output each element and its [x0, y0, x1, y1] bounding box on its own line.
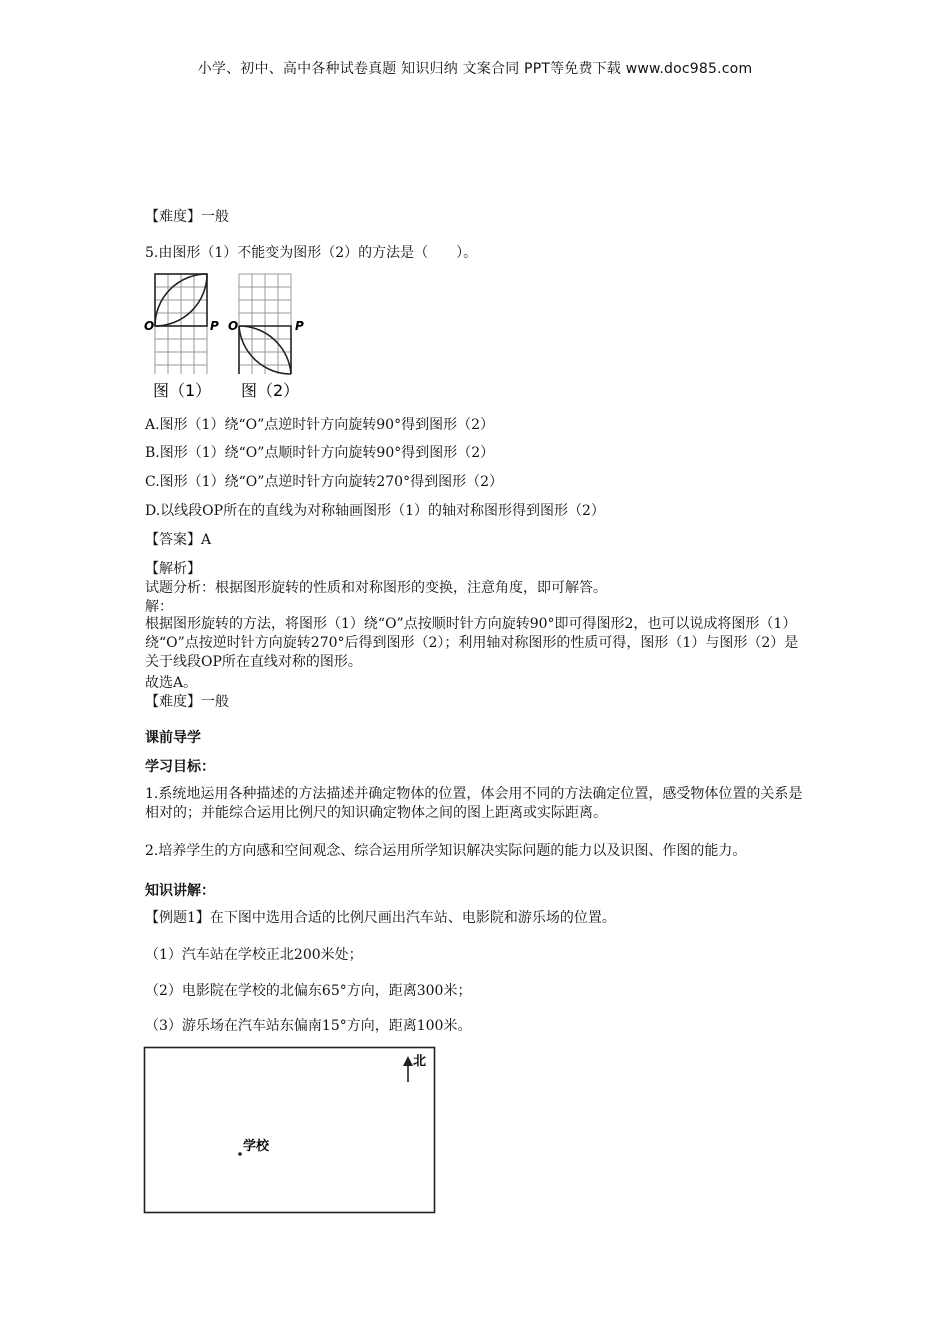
question-5-stem: 5.由图形（1）不能变为图形（2）的方法是（ ）。: [145, 245, 478, 261]
difficulty-label-2: 【难度】一般: [145, 694, 229, 710]
option-a: A.图形（1）绕“O”点逆时针方向旋转90°得到图形（2）: [145, 417, 494, 433]
north-label: 北: [413, 1054, 427, 1069]
example-item-1: （1）汽车站在学校正北200米处；: [145, 947, 363, 963]
goals-title: 学习目标：: [145, 759, 215, 775]
analysis-title: 【解析】: [145, 561, 201, 577]
school-point: [238, 1152, 242, 1156]
example-item-2: （2）电影院在学校的北偏东65°方向，距离300米；: [145, 983, 472, 999]
solution-text: 根据图形旋转的方法，将图形（1）绕“O”点按顺时针方向旋转90°即可得图形2，也可以说成将图形（1）绕“O”点按逆时针方向旋转270°后得到图形（2）；利用轴对称图形的性质可得，图形（1）与图形（2）是关于线段OP所在直线对称的图形。: [145, 616, 799, 670]
option-d: D.以线段OP所在的直线为对称轴画图形（1）的轴对称图形得到图形（2）: [145, 503, 605, 519]
map-border: [145, 1048, 435, 1213]
label-p-2: P: [295, 319, 304, 333]
example-1: 【例题1】在下图中选用合适的比例尺画出汽车站、电影院和游乐场的位置。: [145, 910, 616, 926]
analysis-intro: 试题分析：根据图形旋转的性质和对称图形的变换，注意角度，即可解答。: [145, 580, 607, 596]
difficulty-label: 【难度】一般: [145, 209, 229, 225]
north-arrow-icon: [403, 1056, 413, 1082]
rotation-figure: [143, 270, 313, 405]
map-figure: [143, 1046, 438, 1216]
label-o-2: O: [228, 319, 239, 333]
label-o-1: O: [144, 319, 155, 333]
school-label: 学校: [243, 1139, 270, 1154]
option-c: C.图形（1）绕“O”点逆时针方向旋转270°得到图形（2）: [145, 474, 503, 490]
goal-2: 2.培养学生的方向感和空间观念、综合运用所学知识解决实际问题的能力以及识图、作图的能力。: [145, 843, 747, 859]
label-p-1: P: [210, 319, 219, 333]
section-title: 课前导学: [145, 730, 201, 746]
solution-label: 解：: [145, 599, 173, 615]
knowledge-title: 知识讲解：: [145, 883, 215, 899]
conclusion: 故选A。: [145, 675, 198, 691]
goal-1: 1.系统地运用各种描述的方法描述并确定物体的位置，体会用不同的方法确定位置，感受物体位置的关系是相对的；并能综合运用比例尺的知识确定物体之间的图上距离或实际距离。: [145, 786, 803, 821]
answer: 【答案】A: [145, 532, 212, 548]
option-b: B.图形（1）绕“O”点顺时针方向旋转90°得到图形（2）: [145, 445, 495, 461]
header-banner: 小学、初中、高中各种试卷真题 知识归纳 文案合同 PPT等免费下载 www.doc985.com: [197, 61, 753, 77]
example-item-3: （3）游乐场在汽车站东偏南15°方向，距离100米。: [145, 1018, 472, 1034]
caption-2: 图（2）: [241, 381, 300, 400]
caption-1: 图（1）: [153, 381, 212, 400]
